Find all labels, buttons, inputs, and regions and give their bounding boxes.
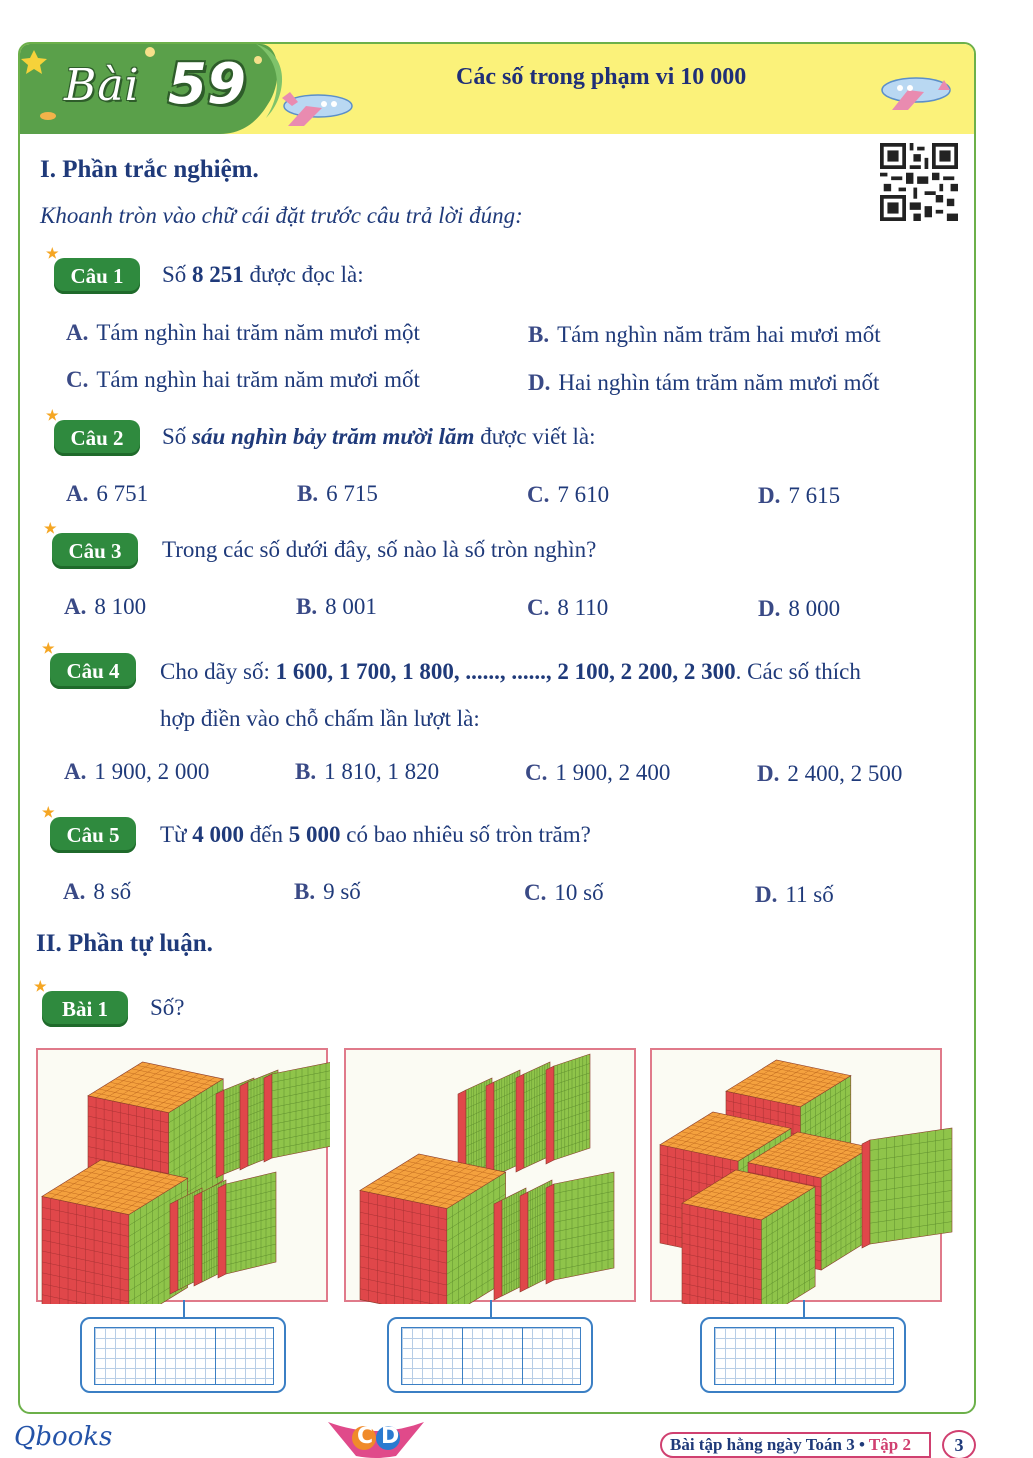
blocks-panel-1 bbox=[36, 1048, 328, 1302]
question-4-badge: ★ Câu 4 bbox=[50, 653, 136, 689]
q5-option-b[interactable]: B. 9 số bbox=[294, 879, 361, 904]
exercise-1-text: Số? bbox=[150, 995, 185, 1020]
hundred-flat-edge bbox=[486, 1082, 494, 1180]
lesson-label: Bài bbox=[64, 60, 140, 111]
blocks-panel-2 bbox=[344, 1048, 636, 1302]
hundred-flat-edge bbox=[216, 1090, 224, 1178]
q3-option-c[interactable]: C. 8 110 bbox=[527, 595, 609, 620]
question-1-badge: ★ Câu 1 bbox=[54, 258, 140, 294]
hundred-flat-edge bbox=[494, 1200, 502, 1300]
q3-option-d[interactable]: D. 8 000 bbox=[758, 596, 841, 621]
base-ten-blocks-1 bbox=[38, 1050, 330, 1304]
question-2-badge: ★ Câu 2 bbox=[54, 420, 140, 456]
q4-option-b[interactable]: B. 1 810, 1 820 bbox=[295, 759, 440, 784]
question-4-text-line2: hợp điền vào chỗ chấm lần lượt là: bbox=[160, 706, 480, 731]
page-number: 3 bbox=[942, 1430, 976, 1458]
q4-option-d[interactable]: D. 2 400, 2 500 bbox=[757, 761, 903, 786]
q1-option-b[interactable]: B. Tám nghìn năm trăm hai mươi mốt bbox=[528, 322, 881, 347]
q5-option-d[interactable]: D. 11 số bbox=[755, 882, 834, 907]
answer-box-2[interactable] bbox=[387, 1317, 593, 1393]
hundred-flat-edge bbox=[170, 1200, 178, 1294]
lesson-title: Các số trong phạm vi 10 000 bbox=[456, 64, 747, 90]
q1-option-c[interactable]: C. Tám nghìn hai trăm năm mươi mốt bbox=[66, 367, 420, 392]
q2-option-c[interactable]: C. 7 610 bbox=[527, 482, 610, 507]
publisher-logo: Qbooks bbox=[14, 1422, 113, 1452]
q2-option-a[interactable]: A. 6 751 bbox=[66, 481, 149, 506]
question-1-text: Số 8 251 được đọc là: bbox=[162, 262, 364, 287]
hundred-flat-edge bbox=[546, 1066, 554, 1164]
question-3-badge: ★ Câu 3 bbox=[52, 533, 138, 569]
connector-line-3 bbox=[803, 1300, 805, 1318]
lesson-banner bbox=[20, 44, 974, 134]
q1-option-a[interactable]: A. Tám nghìn hai trăm năm mươi một bbox=[66, 320, 420, 345]
section-2-title: II. Phần tự luận. bbox=[36, 930, 213, 957]
cd-logo: C D bbox=[326, 1420, 426, 1458]
answer-box-3[interactable] bbox=[700, 1317, 906, 1393]
q2-option-b[interactable]: B. 6 715 bbox=[297, 481, 378, 506]
hundred-flat-edge bbox=[240, 1082, 248, 1170]
q2-option-d[interactable]: D. 7 615 bbox=[758, 483, 841, 508]
q4-option-c[interactable]: C. 1 900, 2 400 bbox=[525, 760, 671, 785]
question-3-text: Trong các số dưới đây, số nào là số tròn nghìn? bbox=[162, 537, 597, 562]
hundred-flat-edge bbox=[862, 1140, 870, 1248]
question-4-text: Cho dãy số: 1 600, 1 700, 1 800, ......, ......, 2 100, 2 200, 2 300. Các số thích bbox=[160, 659, 861, 684]
hundred-flat-edge bbox=[546, 1184, 554, 1284]
hundred-flat-edge bbox=[264, 1074, 272, 1162]
connector-line-1 bbox=[183, 1300, 185, 1318]
q3-option-b[interactable]: B. 8 001 bbox=[296, 594, 377, 619]
base-ten-blocks-2 bbox=[346, 1050, 638, 1304]
exercise-1-badge: ★ Bài 1 bbox=[42, 991, 128, 1027]
flower-icon bbox=[145, 47, 155, 57]
answer-box-1[interactable] bbox=[80, 1317, 286, 1393]
q1-option-d[interactable]: D. Hai nghìn tám trăm năm mươi mốt bbox=[528, 370, 880, 395]
q3-option-a[interactable]: A. 8 100 bbox=[64, 594, 147, 619]
hundred-flat-edge bbox=[218, 1184, 226, 1278]
question-5-badge: ★ Câu 5 bbox=[50, 817, 136, 853]
q5-option-c[interactable]: C. 10 số bbox=[524, 880, 604, 905]
blocks-panel-3 bbox=[650, 1048, 942, 1302]
q5-option-a[interactable]: A. 8 số bbox=[63, 879, 132, 904]
question-5-text: Từ 4 000 đến 5 000 có bao nhiêu số tròn trăm? bbox=[160, 822, 591, 847]
book-title: Bài tập hằng ngày Toán 3 • Tập 2 bbox=[660, 1432, 931, 1458]
section-1-title: I. Phần trắc nghiệm. bbox=[40, 156, 259, 183]
instruction: Khoanh tròn vào chữ cái đặt trước câu trả lời đúng: bbox=[40, 203, 523, 228]
lesson-number: 59 bbox=[168, 52, 246, 117]
base-ten-blocks-3 bbox=[652, 1050, 958, 1304]
hundred-flat-edge bbox=[516, 1074, 524, 1172]
hundred-flat-edge bbox=[194, 1192, 202, 1286]
fish-icon bbox=[40, 112, 56, 120]
hundred-flat-edge bbox=[520, 1192, 528, 1292]
q4-option-a[interactable]: A. 1 900, 2 000 bbox=[64, 759, 210, 784]
question-2-text: Số sáu nghìn bảy trăm mười lăm được viết là: bbox=[162, 424, 596, 449]
qr-code-icon[interactable] bbox=[879, 143, 959, 221]
connector-line-2 bbox=[490, 1300, 492, 1318]
